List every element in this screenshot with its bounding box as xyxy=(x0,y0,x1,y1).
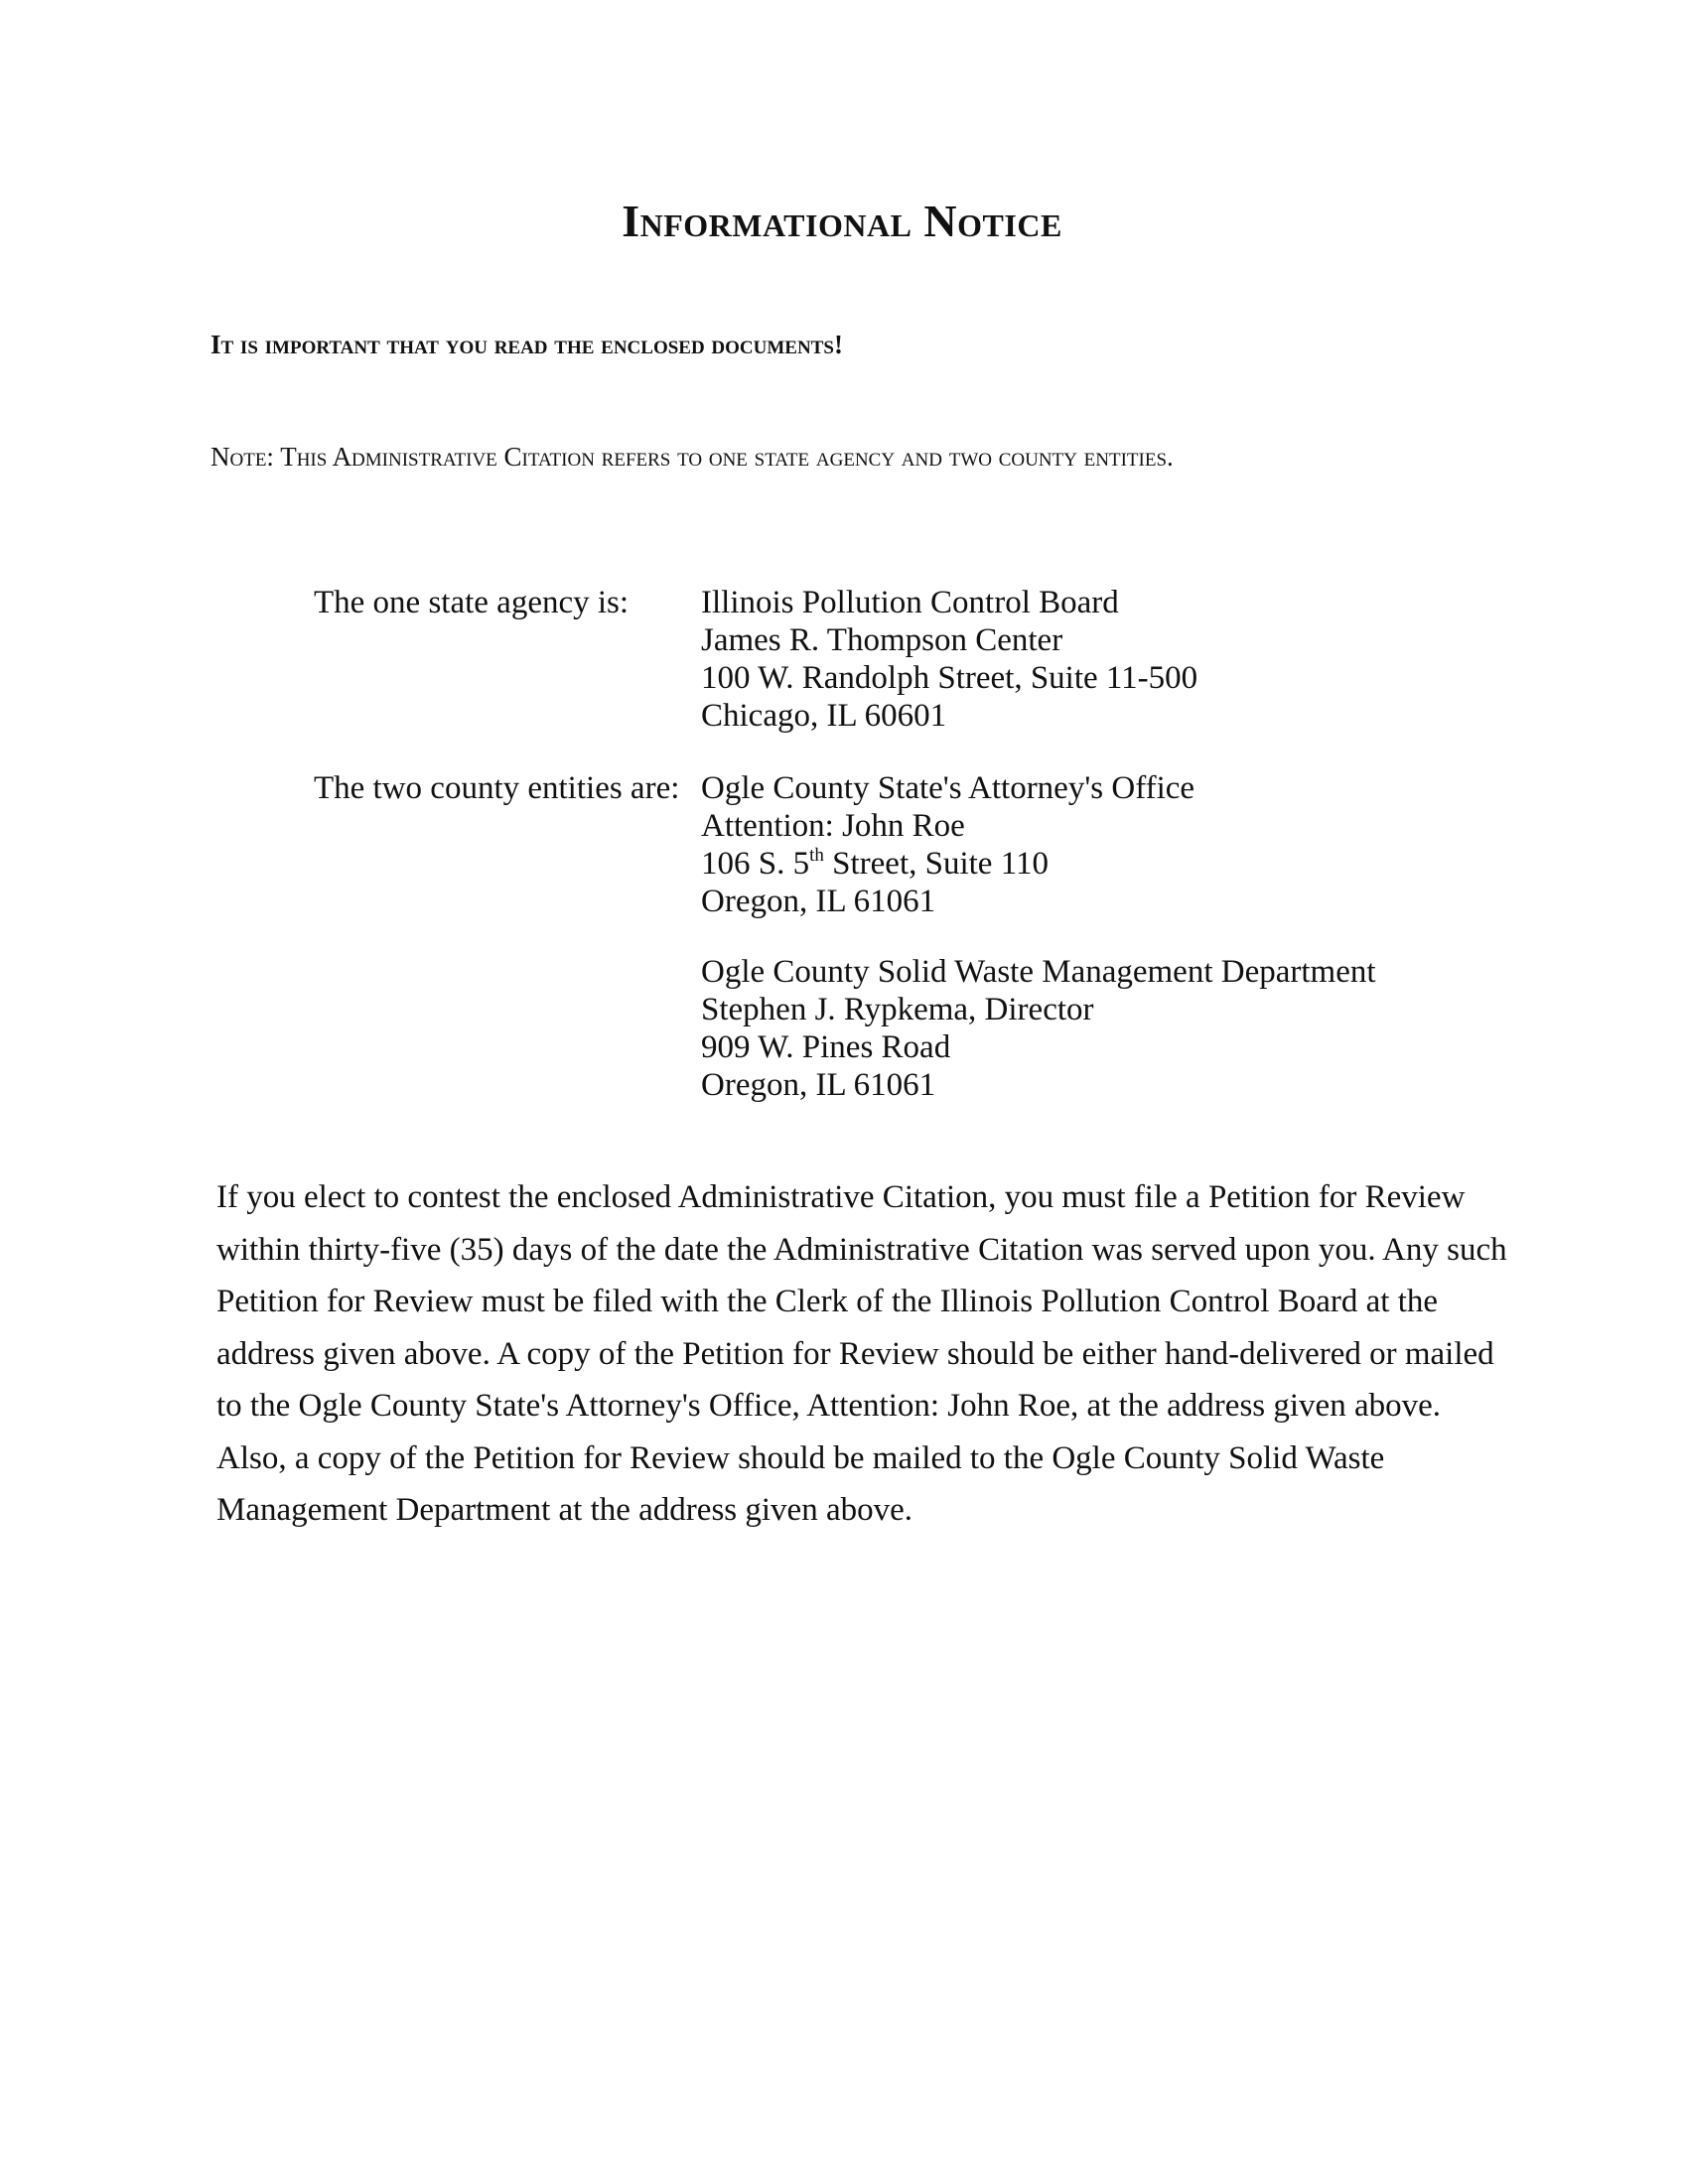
address-line: Ogle County Solid Waste Management Department xyxy=(701,954,1376,990)
county-entity-2-address xyxy=(701,953,1376,1104)
address-line: Chicago, IL 60601 xyxy=(701,698,947,734)
address-line: Ogle County State's Attorney's Office xyxy=(701,770,1195,806)
address-line: Illinois Pollution Control Board xyxy=(701,585,1119,620)
address-line xyxy=(701,845,1194,883)
address-line: Attention: John Roe xyxy=(701,808,965,844)
street-number: 106 S. 5 xyxy=(701,846,810,882)
street-rest: Street, Suite 110 xyxy=(823,846,1049,882)
address-line: 909 W. Pines Road xyxy=(701,1029,951,1065)
instructions-paragraph: If you elect to contest the enclosed Administrative Citation, you must file a Petition for Review within thirty-five (35) days of the date the Administrative Citation was served upon you. Any such Petition for Review must be filed with the Clerk of the Illinois Pollution Control Board at the address given above. A copy of the Petition for Review should be either hand-delivered or mailed to the Ogle County State's Attorney's Office, Attention: John Roe, at the address given above. Also, a copy of the Petition for Review should be mailed to the Ogle County Solid Waste Management Department at the address given above. xyxy=(216,1179,1507,1528)
important-notice-line: It is important that you read the enclosed documents! xyxy=(210,330,843,359)
address-line: Oregon, IL 61061 xyxy=(701,1067,936,1103)
address-line: 100 W. Randolph Street, Suite 11-500 xyxy=(701,660,1198,696)
county-entities-label: The two county entities are: xyxy=(314,770,680,806)
address-line: Oregon, IL 61061 xyxy=(701,884,936,919)
page-title: Informational Notice xyxy=(622,196,1062,246)
address-line: James R. Thompson Center xyxy=(701,622,1063,658)
state-agency-address xyxy=(701,584,1197,735)
state-agency-label: The one state agency is: xyxy=(314,585,630,620)
county-entity-1-address xyxy=(701,769,1194,920)
note-paragraph: Note: This Administrative Citation refers to one state agency and two county entities. xyxy=(210,442,1174,472)
ordinal-suffix: th xyxy=(809,845,824,866)
address-line: Stephen J. Rypkema, Director xyxy=(701,992,1094,1027)
